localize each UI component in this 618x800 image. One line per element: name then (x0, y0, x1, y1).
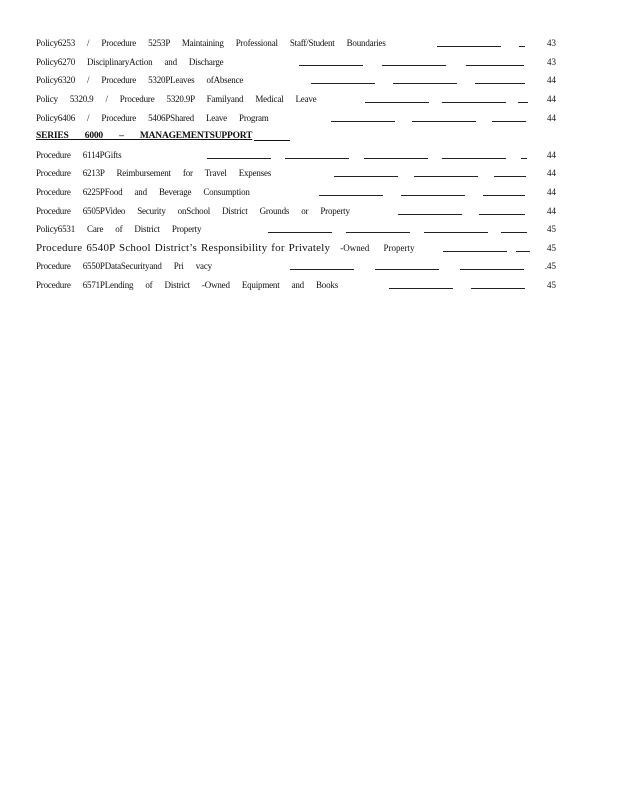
toc-entry (36, 220, 556, 239)
toc-entry-page: 44 (547, 205, 556, 216)
toc-entry-title: Procedure 6213P Reimbursement for Travel Expenses (36, 168, 272, 179)
dot-leader (380, 281, 534, 289)
toc-entry (36, 34, 556, 53)
toc-entry-title: Procedure 6571PLending of District -Owned Equipment and Books (36, 280, 339, 291)
dot-leader (280, 262, 534, 270)
dot-leader (303, 76, 534, 84)
toc-entry-title: Policy6320 / Procedure 5320PLeaves ofAbsence (36, 75, 244, 86)
toc-entry-page: 44 (547, 94, 557, 105)
toc-entry-page: 43 (547, 38, 556, 49)
dot-leader (262, 225, 534, 233)
toc-entry (36, 257, 556, 276)
dot-leader (438, 244, 534, 252)
series-heading (36, 127, 556, 146)
toc-entry-title: Procedure 6540P School District’s Responsibility for Privately (36, 241, 331, 254)
toc-entry-title: Policy 5320.9 / Procedure 5320.9P Familyand Medical Leave (36, 94, 317, 105)
dot-leader (310, 188, 534, 196)
toc-entry-page: 43 (547, 56, 557, 67)
toc-entry-title: Procedure 6550PDataSecurityand Pri vacy (36, 261, 212, 272)
toc-entry-page: 45 (547, 224, 556, 235)
toc-entry (36, 276, 556, 295)
toc-entry-title: Policy6270 DisciplinaryAction and Discharge (36, 56, 224, 67)
toc-entry-page: 44 (547, 149, 556, 160)
toc-entry (36, 71, 556, 90)
toc-entry (36, 183, 556, 202)
toc-entry-page: 45 (547, 280, 557, 291)
table-of-contents (36, 34, 556, 294)
toc-entry-page: 44 (547, 112, 557, 123)
toc-entry-page: 44 (547, 187, 556, 198)
dot-leader (289, 58, 534, 66)
dot-leader (359, 95, 534, 103)
toc-entry (36, 201, 556, 220)
toc-entry-page: 44 (547, 168, 556, 179)
dot-leader (323, 114, 534, 122)
toc-entry-title: Procedure 6505PVideo Security onSchool District Grounds or Property (36, 205, 350, 216)
dot-leader (390, 207, 534, 215)
toc-entry-title: Policy6253 / Procedure 5253P Maintaining Professional Staff/Student Boundaries (36, 38, 386, 49)
toc-entry (36, 239, 556, 258)
series-heading-title: SERIES 6000 – MANAGEMENTSUPPORT (36, 131, 253, 142)
toc-entry (36, 108, 556, 127)
toc-entry (36, 53, 556, 72)
toc-entry-title: Policy6531 Care of District Property (36, 224, 202, 235)
toc-entry-page: 44 (547, 75, 557, 86)
dot-leader (428, 39, 534, 47)
dot-leader (326, 169, 534, 177)
toc-entry-title-suffix: -Owned Property (340, 242, 415, 253)
toc-entry-title: Policy6406 / Procedure 5406PShared Leave Program (36, 112, 269, 123)
toc-entry (36, 146, 556, 165)
toc-entry-page: 45 (547, 242, 557, 253)
heading-underline (254, 131, 290, 141)
toc-entry (36, 164, 556, 183)
toc-entry-title: Procedure 6225PFood and Beverage Consumption (36, 187, 250, 198)
toc-entry (36, 90, 556, 109)
dot-leader (200, 151, 534, 159)
toc-entry-page: .45 (544, 261, 557, 272)
toc-entry-title: Procedure 6114PGifts (36, 149, 122, 160)
